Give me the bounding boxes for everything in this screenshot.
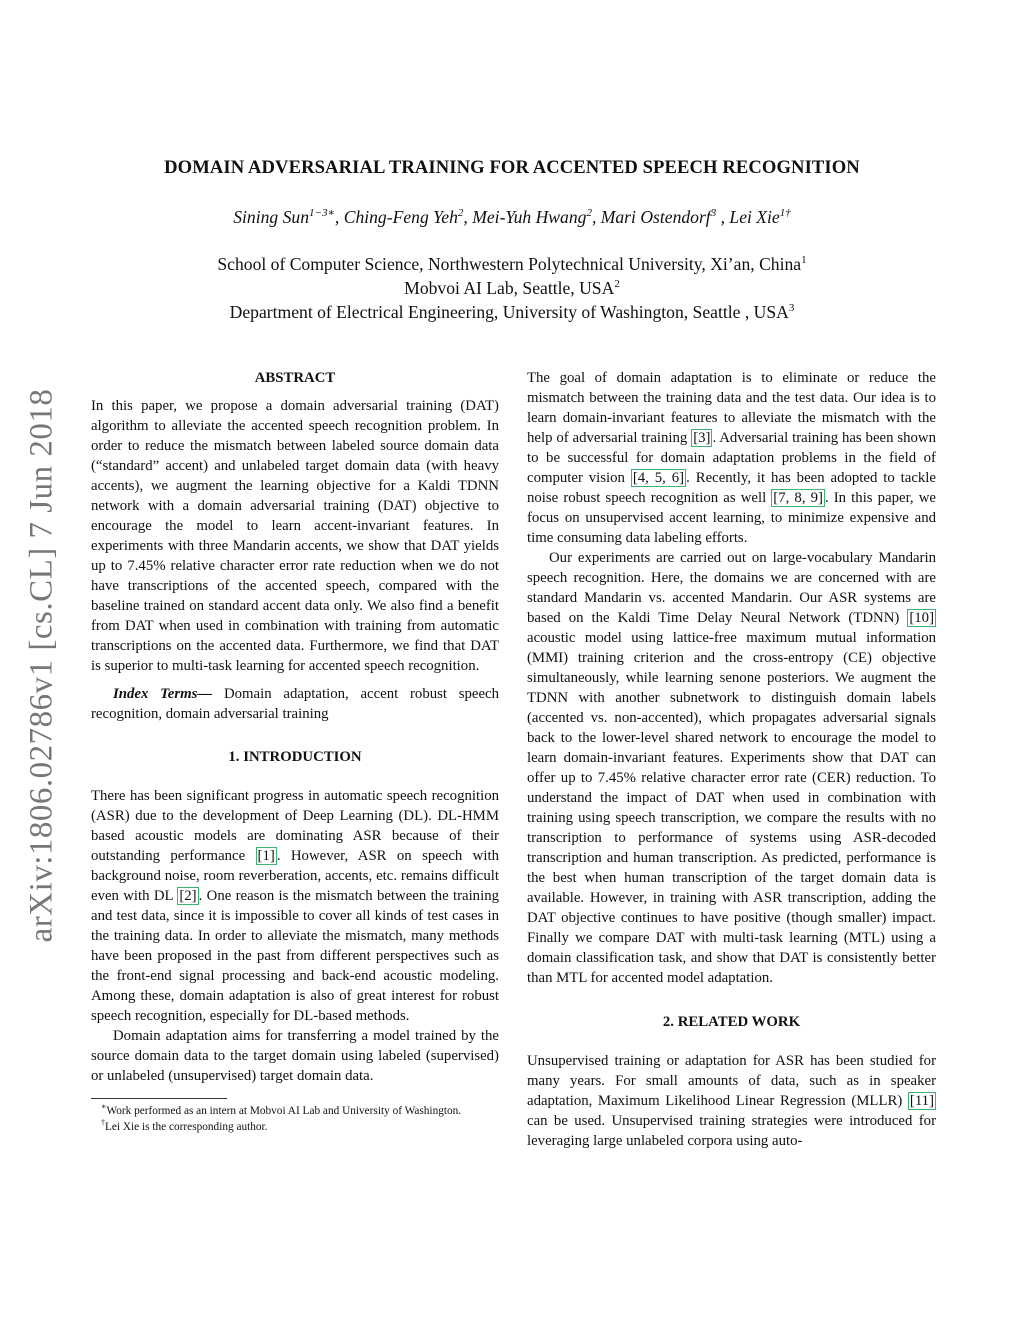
author-list: [0, 207, 1024, 228]
footnote: ∗Work performed as an intern at Mobvoi AI Lab and University of Washington.: [101, 1102, 462, 1117]
intro-paragraph: The goal of domain adaptation is to eliminate or reduce the mismatch between the training data and the test data. Our idea is to learn domain-invariant features to alleviate the mismatch with the help of adversarial training [3] . Adversarial training has been shown to be successful for domain adaptation problems in the field of computer vision [4, 5, 6] . Recently, it has been adopted to tackle noise robust speech recognition as well [7, 8, 9] . In this paper, we focus on unsupervised accent learning, to minimize expensive and time consuming data labeling efforts.: [527, 370, 936, 546]
arxiv-stamp: arXiv:1806.02786v1 [cs.CL] 7 Jun 2018: [23, 388, 60, 942]
author: Lei Xie$^{1\dagger}$: [729, 207, 791, 227]
intro-paragraph: Domain adaptation aims for transferring a model trained by the source domain data to the target domain using labeled (supervised) or unlabeled (unsupervised) target domain data.: [91, 1028, 499, 1084]
affiliation: School of Computer Science, Northwestern Polytechnical University, Xi’an, China$^1$: [217, 254, 807, 274]
right-column: [527, 368, 936, 1151]
citation-link[interactable]: [4, 5, 6]: [632, 470, 685, 486]
citation-link[interactable]: [11]: [909, 1093, 934, 1109]
author: Mei-Yuh Hwang$^2$,: [472, 207, 601, 227]
footnote: †Lei Xie is the corresponding author.: [101, 1118, 268, 1133]
footnote-rule: [91, 1098, 227, 1099]
intro-paragraph: There has been significant progress in automatic speech recognition (ASR) due to the development of Deep Learning (DL). DL-HMM based acoustic models are dominating ASR because of their outstanding performance [1] . However, ASR on speech with background noise, room reverberation, accents, etc. remains difficult even with DL [2] . One reason is the mismatch between the training and test data, since it is impossible to cover all kinds of test cases in the training data. In order to alleviate the mismatch, many methods have been proposed in the past from different perspectives such as the front-end signal processing and back-end acoustic modeling. Among these, domain adaptation is also of great interest for robust speech recognition, especially for DL-based methods.: [91, 788, 499, 1024]
index-terms: Index Terms— Domain adaptation, accent robust speech recognition, domain adversarial training: [91, 686, 499, 722]
left-column: [91, 368, 499, 1135]
author: Mari Ostendorf$^3$ ,: [600, 207, 730, 227]
affiliation: Department of Electrical Engineering, University of Washington, Seattle , USA$^3$: [229, 302, 795, 322]
author: Sining Sun$^{1-3∗}$,: [233, 207, 344, 227]
abstract-text: In this paper, we propose a domain adversarial training (DAT) algorithm to alleviate the accented speech recognition problem. In order to reduce the mismatch between labeled source domain data (“standard” accent) and unlabeled target domain data (with heavy accents), we augment the learning objective for a Kaldi TDNN network with a domain adversarial training (DAT) objective to encourage the model to learn accent-invariant features. In experiments with three Mandarin accents, we show that DAT yields up to 7.45% relative character error rate reduction when we do not have transcriptions of the accented speech, compared with the baseline trained on standard accent data only. We also find a benefit from DAT when used in combination with training from automatic transcriptions on the accented data. Furthermore, we find that DAT is superior to multi-task learning for accented speech recognition.: [91, 398, 499, 674]
abstract-heading: ABSTRACT: [254, 370, 336, 386]
related-work-heading: 2. RELATED WORK: [662, 1014, 801, 1030]
intro-paragraph: Our experiments are carried out on large-vocabulary Mandarin speech recognition. Here, the domains we are concerned with are standard Mandarin vs. accented Mandarin. Our ASR systems are based on the Kaldi Time Delay Neural Network (TDNN) [10] acoustic model using lattice-free maximum mutual information (MMI) training criterion and the cross-entropy (CE) objective simultaneously, while learning senone posteriors. We augment the TDNN with another subnetwork to distinguish domain labels (accented vs. non-accented), which propagates adversarial signals back to the lower-level shared network to encourage the model to learn domain-invariant features. Experiments show that DAT can offer up to 7.45% relative character error rate (CER) reduction. To understand the impact of DAT when used in combination with training using speech transcription, we compare the results with no transcription to performance of systems using ASR-decoded transcription and human transcription. As predicted, performance is the best when human transcription of the target domain data is available. However, in training with ASR transcription, adding the DAT objective continues to have positive (though smaller) impact. Finally we compare DAT with multi-task learning (MTL) using a domain classification task, and show that DAT is consistently better than MTL for accented model adaptation.: [527, 550, 936, 986]
citation-link[interactable]: [7, 8, 9]: [773, 490, 823, 506]
related-work-paragraph: Unsupervised training or adaptation for ASR has been studied for many years. For small amounts of data, such as in speaker adaptation, Maximum Likelihood Linear Regression (MLLR) [11] can be used. Unsupervised training strategies were introduced for leveraging large unlabeled corpora using auto-: [527, 1053, 936, 1149]
citation-link[interactable]: [1]: [257, 848, 275, 864]
citation-link[interactable]: [3]: [693, 430, 711, 446]
affiliation: Mobvoi AI Lab, Seattle, USA$^2$: [404, 278, 620, 298]
intro-heading: 1. INTRODUCTION: [228, 749, 362, 765]
paper-title: DOMAIN ADVERSARIAL TRAINING FOR ACCENTED SPEECH RECOGNITION: [164, 157, 860, 178]
author: Ching-Feng Yeh$^2$,: [343, 207, 473, 227]
citation-link[interactable]: [2]: [179, 888, 197, 904]
citation-link[interactable]: [10]: [909, 610, 934, 626]
